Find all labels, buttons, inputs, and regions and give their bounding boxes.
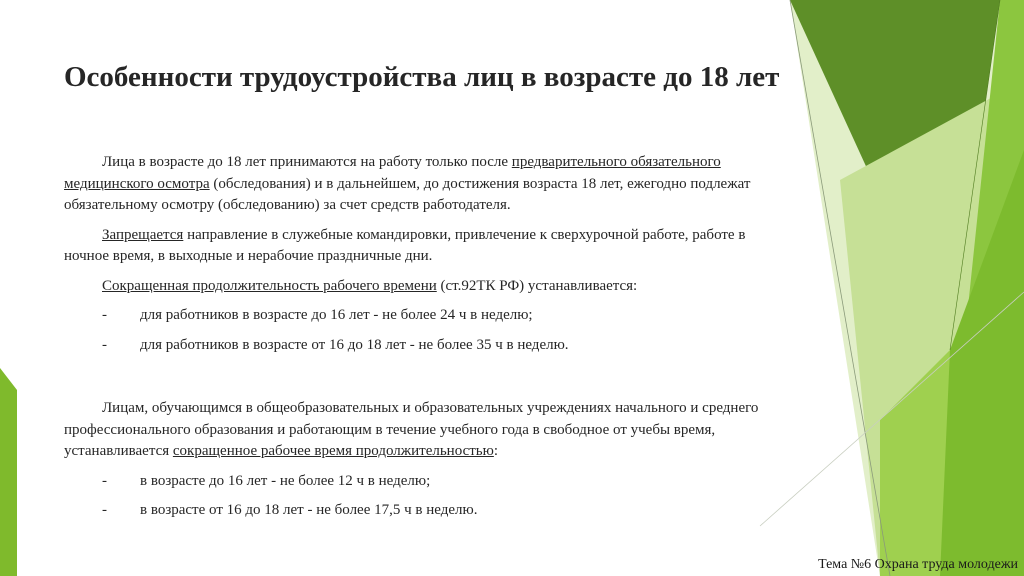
left-green-strip — [0, 368, 17, 576]
paragraph-students: Лицам, обучающимся в общеобразовательных и образовательных учреждениях начального и среднего профессионального образования и работающим в течение учебного года в свободное от учебы время, устанавливается сокращенное рабочее время продолжительностью: — [64, 400, 759, 459]
list-dash: - — [102, 502, 107, 518]
list-item — [64, 471, 784, 493]
list-dash: - — [102, 472, 107, 489]
paragraph-prohibited: Запрещается направление в служебные командировки, привлечение к сверхурочной работе, работе в ночное время, в выходные и нерабочие праздничные дни. — [64, 226, 746, 264]
list-item-text: в возрасте до 16 лет - не более 12 ч в неделю; — [140, 472, 431, 489]
list-dash: - — [102, 307, 107, 323]
page-title: Особенности трудоустройства лиц в возрасте до 18 лет — [64, 61, 780, 93]
paragraph-reduced-hours: Сокращенная продолжительность рабочего времени (ст.92ТК РФ) устанавливается: — [102, 277, 638, 294]
list-item-text: для работников в возрасте до 16 лет - не более 24 ч в неделю; — [140, 307, 533, 323]
list-item — [64, 305, 784, 327]
list-dash: - — [102, 336, 107, 353]
underlined-term-prohibited: Запрещается — [102, 226, 184, 243]
list-item-text: для работников в возрасте от 16 до 18 лет - не более 35 ч в неделю. — [140, 336, 569, 353]
underlined-term-medical-exam: предварительного обязательного медицинского осмотра — [64, 154, 721, 192]
footer-topic: Тема №6 Охрана труда молодежи — [818, 557, 1018, 572]
underlined-term-reduced-time: сокращенное рабочее время продолжительностью — [172, 443, 494, 459]
slide-body — [64, 152, 784, 530]
list-item-text: в возрасте от 16 до 18 лет - не более 17,5 ч в неделю. — [140, 502, 478, 518]
spacer — [64, 364, 784, 398]
list-item — [64, 335, 784, 357]
list-item — [64, 500, 784, 522]
underlined-term-reduced-hours: Сокращенная продолжительность рабочего времени — [102, 277, 437, 294]
paragraph-medical-exam: Лица в возрасте до 18 лет принимаются на работу только после предварительного обязательного медицинского осмотра (обследования) и в дальнейшем, до достижения возраста 18 лет, ежегодно подлежат обязательному осмотру (обследованию) за счет средств работодателя. — [64, 154, 751, 213]
